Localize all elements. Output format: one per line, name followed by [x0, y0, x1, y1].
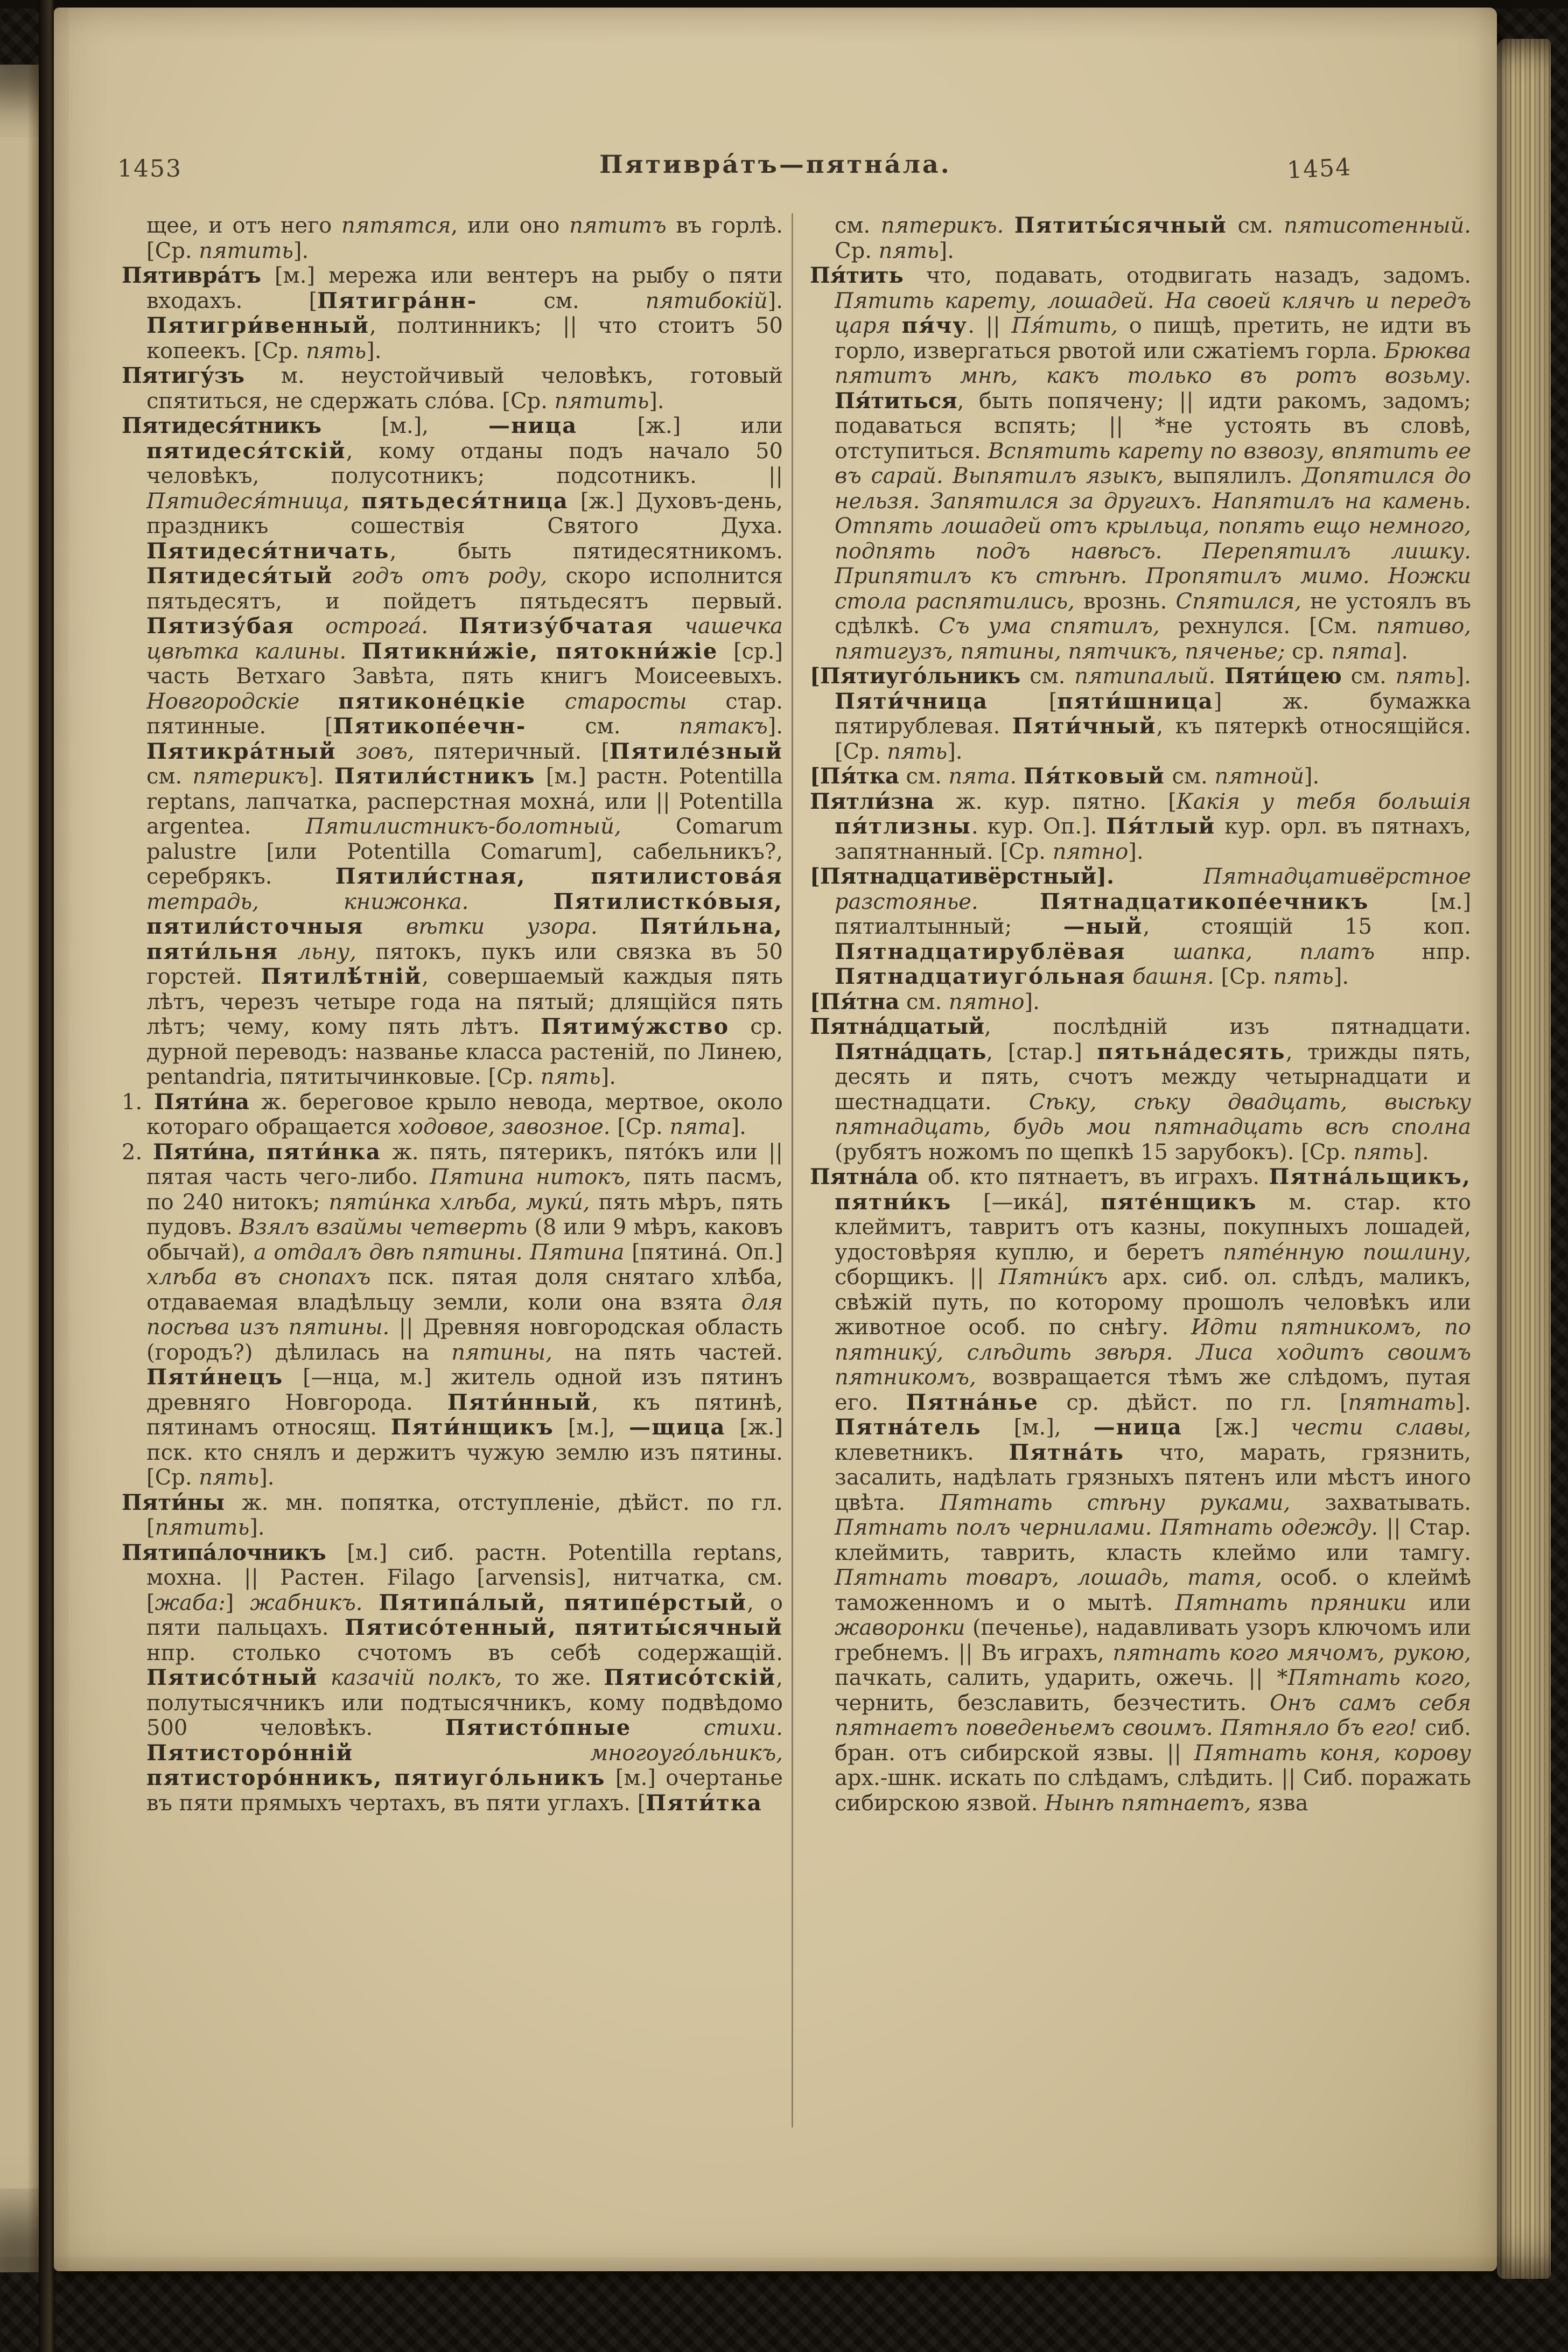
book-fore-edge — [1497, 39, 1551, 2279]
dictionary-entry: Пятидеся́тникъ [м.], —ница [ж.] или пятидеся́тскій, кому отданы подъ начало 50 человѣкъ, полусотникъ; подсотникъ. || Пятидеся́тница, пятьдеся́тница [ж.] Духовъ-день, праздникъ сошествія Святого Духа. Пятидеся́тничать, быть пятидесятникомъ. Пятидеся́тый годъ отъ роду, скоро исполнится пятьдесятъ, и пойдетъ пятьдесятъ первый. Пятизу́бая острога́. Пятизу́бчатая чашечка цвѣтка калины. Пятикни́жіе, пятокни́жіе [ср.] часть Ветхаго Завѣта, пять книгъ Моисеевыхъ. Новгородскіе пятиконе́цкіе старосты стар. пятинные. [Пятикопе́ечн- см. пятакъ]. Пятикра́тный зовъ, пятеричный. [Пятиле́зный см. пятерикъ]. Пятили́стникъ [м.] растн. Potentilla reptans, лапчатка, расперстная мохна́, или || Potentilla argentea. Пятилистникъ-болотный, Comarum palustre [или Potentilla Comarum], сабельникъ?, серебрякъ. Пятили́стная, пятилистова́я тетрадь, книжонка. Пятилистко́выя, пятили́сточныя вѣтки узора. Пяти́льна, пяти́льня льну, пятокъ, пукъ или связка въ 50 горстей. Пятилѣ́тній, совершаемый каждыя пять лѣтъ, черезъ четыре года на пятый; длящійся пять лѣтъ; чему, кому пять лѣтъ. Пятиму́жство ср. дурной переводъ: названье класса растеній, по Линею, pentandria, пятитычинковые. [Ср. пять]. — [122, 413, 783, 1089]
column-divider-rule — [792, 213, 793, 2127]
book-gutter — [39, 0, 55, 2352]
dictionary-entry: Пятипа́лочникъ [м.] сиб. растн. Potentilla reptans, мохна. || Растен. Filago [arvensis], нитчатка, см. [жаба:] жабникъ. Пятипа́лый, пятипе́рстый, о пяти пальцахъ. Пятисо́тенный, пятиты́сячный нпр. столько счотомъ въ себѣ содержащій. Пятисо́тный казачій полкъ, то же. Пятисо́тскій, полутысячникъ или подтысячникъ, кому подвѣдомо 500 человѣкъ. Пятисто́пные стихи. Пятисторо́нній многоуго́льникъ, пятисторо́нникъ, пятиуго́льникъ [м.] очертанье въ пяти прямыхъ чертахъ, въ пяти углахъ. [Пяти́тка — [122, 1539, 783, 1816]
dictionary-entry: Пятна́ла об. кто пятнаетъ, въ играхъ. Пятна́льщикъ, пятни́къ [—ика́], пяте́нщикъ м. стар. кто клеймитъ, тавритъ отъ казны, покупныхъ лошадей, удостовѣряя куплю, и беретъ пяте́нную пошлину, сборщикъ. || Пятни́къ арх. сиб. ол. слѣдъ, маликъ, свѣжій путь, по которому прошолъ человѣкъ или животное особ. по снѣгу. Идти пятникомъ, по пятнику́, слѣдить звѣря. Лиса ходитъ своимъ пятникомъ, возвращается тѣмъ же слѣдомъ, путая его. Пятна́нье ср. дѣйст. по гл. [пятнать]. Пятна́тель [м.], —ница [ж.] чести славы, клеветникъ. Пятна́ть что, марать, грязнить, засалить, надѣлать грязныхъ пятенъ или мѣстъ иного цвѣта. Пятнать стѣну руками, захватывать. Пятнать полъ чернилами. Пятнать одежду. || Стар. клеймить, таврить, класть клеймо или тамгу. Пятнать товаръ, лошадь, татя, особ. о клеймѣ таможенномъ и о мытѣ. Пятнать пряники или жаворонки (печенье), надавливать узоръ ключомъ или гребнемъ. || Въ играхъ, пятнать кого мячомъ, рукою, пачкать, салить, ударить, ожечь. || *Пятнать кого, чернить, безславить, безчестить. Онъ самъ себя пятнаетъ поведеньемъ своимъ. Пятняло бъ его! сиб. бран. отъ сибирской язвы. || Пятнать коня, корову арх.-шнк. искать по слѣдамъ, слѣдить. || Сиб. поражать сибирскою язвой. Нынѣ пятнаетъ, язва — [810, 1164, 1472, 1816]
dictionary-entry: см. пятерикъ. Пятиты́сячный см. пятисотенный. Ср. пять]. — [835, 213, 1471, 263]
dictionary-entry: 1. Пяти́на ж. береговое крыло невода, мертвое, около котораго обращается ходовое, завозное. [Ср. пята]. — [122, 1089, 783, 1139]
text-column-right — [810, 213, 1471, 1816]
dictionary-entry: Пятли́зна ж. кур. пятно. [Какія у тебя большія пя́тлизны. кур. Оп.]. Пя́тлый кур. орл. въ пятнахъ, запятнанный. [Ср. пятно]. — [810, 788, 1472, 864]
dictionary-entry: Пятигу́зъ м. неустойчивый человѣкъ, готовый спятиться, не сдержать сло́ва. [Ср. пятить]. — [122, 363, 783, 414]
dictionary-entry: щее, и отъ него пятятся, или оно пятитъ въ горлѣ. [Ср. пятить]. — [146, 213, 783, 263]
dictionary-entry: Пятна́дцатый, послѣдній изъ пятнадцати. Пятна́дцать, [стар.] пятьна́десять, трижды пять, десять и пять, счотъ между четырнадцати и шестнадцати. Сѣку, сѣку двадцать, высѣку пятнадцать, будь мои пятнадцать всѣ сполна (рубятъ ножомъ по щепкѣ 15 зарубокъ). [Ср. пять]. — [810, 1014, 1471, 1165]
running-head — [54, 146, 1497, 184]
dictionary-entry: [Пятиуго́льникъ см. пятипалый. Пяти́цею см. пять]. Пяти́чница [пяти́шница] ж. бумажка пятирублевая. Пяти́чный, къ пятеркѣ относящійся. [Ср. пять]. — [810, 663, 1471, 764]
dictionary-entry: Пя́тить что, подавать, отодвигать назадъ, задомъ. Пятить карету, лошадей. На своей клячѣ и передъ царя пя́чу. || Пя́тить, о пищѣ, претить, не идти въ горло, извергаться рвотой или сжатіемъ горла. Брюква пятитъ мнѣ, какъ только въ ротъ возьму. Пя́титься, быть попячену; || идти ракомъ, задомъ; подаваться вспять; || *не устоять въ словѣ, отступиться. Вспятить карету по взвозу, впятить ее въ сарай. Выпятилъ языкъ, выпялилъ. Допятился до нельзя. Запятился за другихъ. Напятилъ на камень. Отпять лошадей отъ крыльца, попять ещо немного, подпять подъ навѣсъ. Перепятилъ лишку. Припятилъ къ стѣнѣ. Пропятилъ мимо. Ножки стола распятились, врознь. Спятился, не устоялъ въ сдѣлкѣ. Съ ума спятилъ, рехнулся. [См. пятиво, пятигузъ, пятины, пятчикъ, пяченье; ср. пята]. — [810, 263, 1472, 664]
dictionary-entry: [Пятнадцативёрстный]. Пятнадцативёрстное разстоянье. Пятнадцатикопе́ечникъ [м.] пятиалтынный; —ный, стоящій 15 коп. Пятнадцатирублёвая шапка, платъ нпр. Пятнадцатиуго́льная башня. [Ср. пять]. — [810, 864, 1472, 989]
dictionary-page — [54, 8, 1497, 2271]
dictionary-entry: Пятивра́тъ [м.] мережа или вентеръ на рыбу о пяти входахъ. [Пятигра́нн- см. пятибокій]. Пятигри́венный, полтинникъ; || что стоитъ 50 копеекъ. [Ср. пять]. — [122, 263, 783, 363]
page-title: Пятивра́тъ—пятна́ла. — [599, 150, 951, 179]
dictionary-entry: 2. Пяти́на, пяти́нка ж. пять, пятерикъ, пято́къ или || пятая часть чего-либо. Пятина нитокъ, пять пасмъ, по 240 нитокъ; пяти́нка хлѣба, муки́, пять мѣръ, пять пудовъ. Взялъ взаймы четверть (8 или 9 мѣръ, каковъ обычай), а отдалъ двѣ пятины. Пятина [пятина́. Оп.] хлѣба въ снопахъ пск. пятая доля снятаго хлѣба, отдаваемая владѣльцу земли, коли она взята для посѣва изъ пятины. || Древняя новгородская область (городъ?) дѣлилась на пятины, на пять частей. Пяти́нецъ [—нца, м.] житель одной изъ пятинъ древняго Новгорода. Пяти́нный, къ пятинѣ, пятинамъ относящ. Пяти́нщикъ [м.], —щица [ж.] пск. кто снялъ и держитъ чужую землю изъ пятины. [Ср. пять]. — [122, 1139, 783, 1490]
previous-page-edge — [0, 65, 39, 2272]
dictionary-entry: [Пя́тна см. пятно]. — [810, 989, 1040, 1014]
page-number-left: 1453 — [117, 155, 182, 183]
page-number-right: 1454 — [1286, 153, 1353, 185]
text-column-left — [122, 213, 783, 1816]
dictionary-entry: Пяти́ны ж. мн. попятка, отступленіе, дѣйст. по гл. [пятить]. — [122, 1489, 783, 1540]
dictionary-entry: [Пя́тка см. пята. Пя́тковый см. пятной]. — [810, 764, 1320, 789]
